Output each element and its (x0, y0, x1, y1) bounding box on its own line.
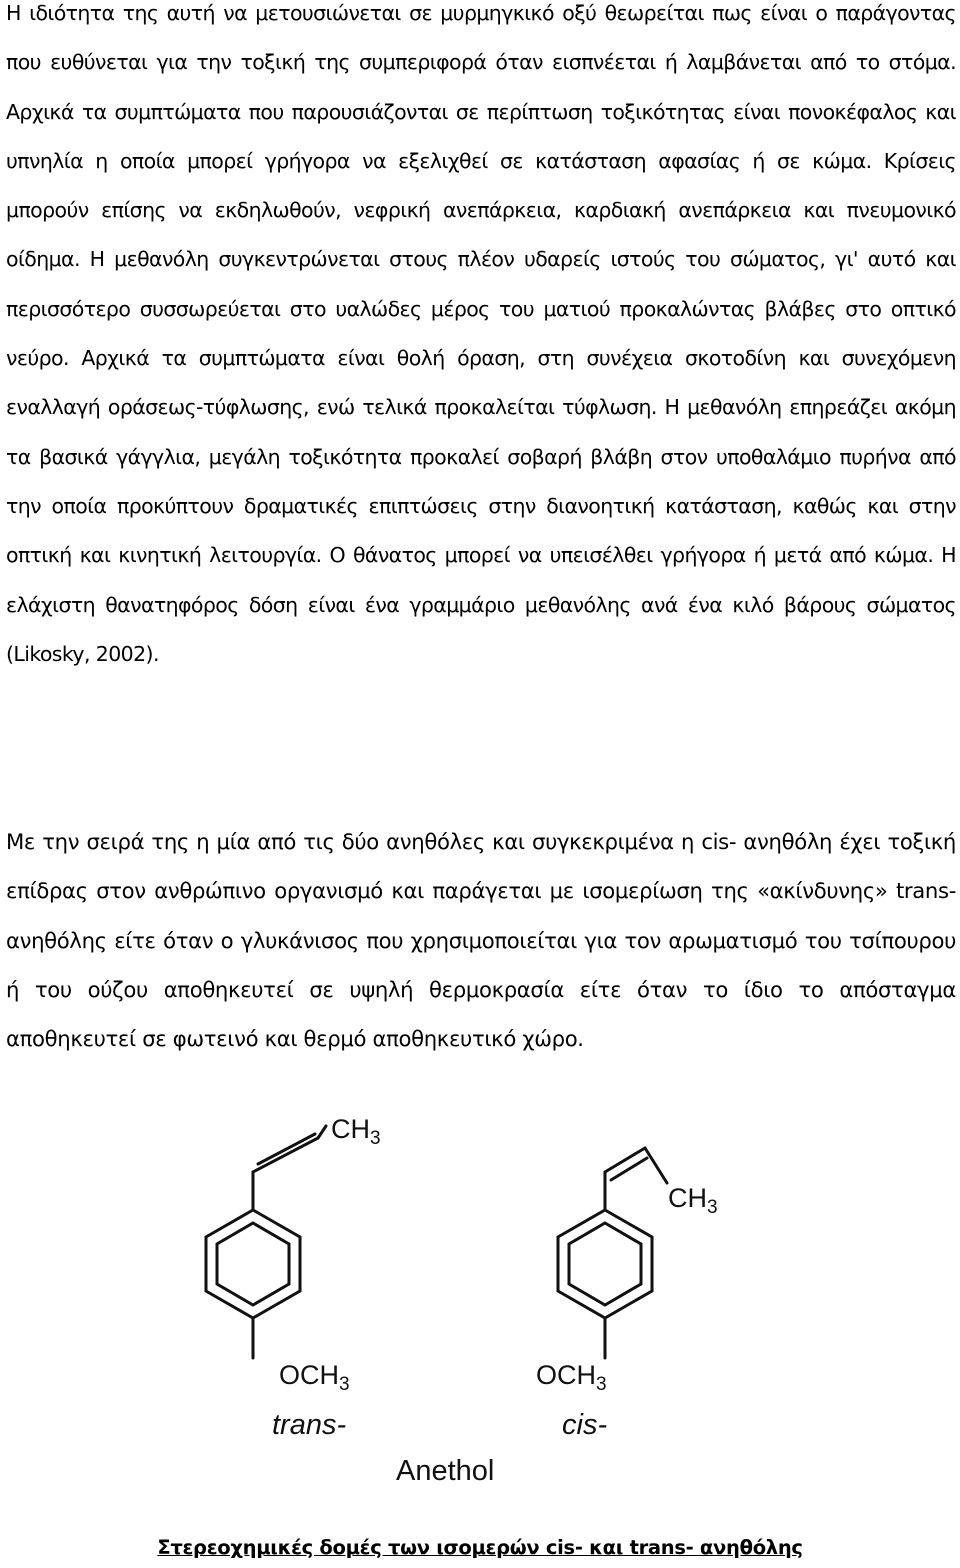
cis-label: cis- (562, 1409, 608, 1441)
body-paragraph-2: Με την σειρά της η μία από τις δύο ανηθόλες και συγκεκριμένα η cis- ανηθόλη έχει τοξική επίδρας στον ανθρώπινο οργανισμό και παράγεται με ισομερίωση της «ακίνδυνης» trans-ανηθόλης είτε όταν ο γλυκάνισος που χρησιμοποιείται για τον αρωματισμό του τσίπουρου ή του ούζου αποθηκευτεί σε υψηλή θερμοκρασία είτε όταν το ίδιο το απόσταγμα αποθηκευτεί σε φωτεινό και θερμό αποθηκευτικό χώρο. (6, 829, 956, 1052)
trans-benzene-ring (206, 1210, 300, 1318)
trans-double-bond (253, 1138, 318, 1172)
trans-ring-inner-bonds (217, 1223, 289, 1305)
cis-ring-inner-bonds (569, 1223, 641, 1305)
cis-double-bond (605, 1148, 645, 1172)
cis-double-bond-second (611, 1158, 647, 1180)
cis-methoxy-label: $OCH_3$ (536, 1360, 607, 1395)
trans-methoxy-label: $OCH_3$ (279, 1360, 350, 1395)
figure-caption: Στερεοχημικές δομές των ισομερών cis- και trans- ανηθόλης (157, 1536, 803, 1559)
trans-methyl-label: $CH_3$ (331, 1114, 381, 1149)
cis-methyl-bond (645, 1148, 667, 1183)
cis-methyl-label: $CH_3$ (668, 1183, 718, 1218)
body-paragraph-1: Η ιδιότητα της αυτή να μετουσιώνεται σε μυρμηγκικό οξύ θεωρείται πως είναι ο παράγοντας που ευθύνεται για την τοξική της συμπεριφορά όταν εισπνέεται ή λαμβάνεται από το στόμα. Αρχικά τα συμπτώματα που παρουσιάζονται σε περίπτωση τοξικότητας είναι πονοκέφαλος και υπνηλία η οποία μπορεί γρήγορα να εξελιχθεί σε κατάσταση αφασίας ή σε κώμα. Κρίσεις μπορούν επίσης να εκδηλωθούν, νεφρική ανεπάρκεια, καρδιακή ανεπάρκεια και πνευμονικό οίδημα. Η μεθανόλη συγκεντρώνεται στους πλέον υδαρείς ιστούς του σώματος, γι' αυτό και περισσότερο συσσωρεύεται στο υαλώδες μέρος του ματιού προκαλώντας βλάβες στο οπτικό νεύρο. Αρχικά τα συμπτώματα είναι θολή όραση, στη συνέχεια σκοτοδίνη και συνεχόμενη εναλλαγή οράσεως-τύφλωσης, ενώ τελικά προκαλείται τύφλωση. Η μεθανόλη επηρεάζει ακόμη τα βασικά γάγγλια, μεγάλη τοξικότητα προκαλεί σοβαρή βλάβη στον υποθαλάμιο πυρήνα από την οποία προκύπτουν δραματικές επιπτώσεις στην διανοητική κατάσταση, καθώς και στην οπτική και κινητική λειτουργία. Ο θάνατος μπορεί να υπεισέλθει γρήγορα ή μετά από κώμα. Η ελάχιστη θανατηφόρος δόση είναι ένα γραμμάριο μεθανόλης ανά ένα κιλό βάρους σώματος (Likosky, 2002). (6, 1, 956, 666)
trans-anethole-structure (206, 1126, 326, 1358)
anethole-structures-svg (200, 1100, 760, 1500)
cis-benzene-ring (558, 1210, 652, 1318)
cis-anethole-structure (558, 1148, 667, 1358)
compound-name: Anethol (396, 1455, 495, 1487)
anethole-structures-figure (200, 1100, 760, 1500)
trans-double-bond-second (258, 1134, 315, 1164)
trans-label: trans- (272, 1409, 347, 1441)
trans-methyl-bond (318, 1126, 326, 1138)
